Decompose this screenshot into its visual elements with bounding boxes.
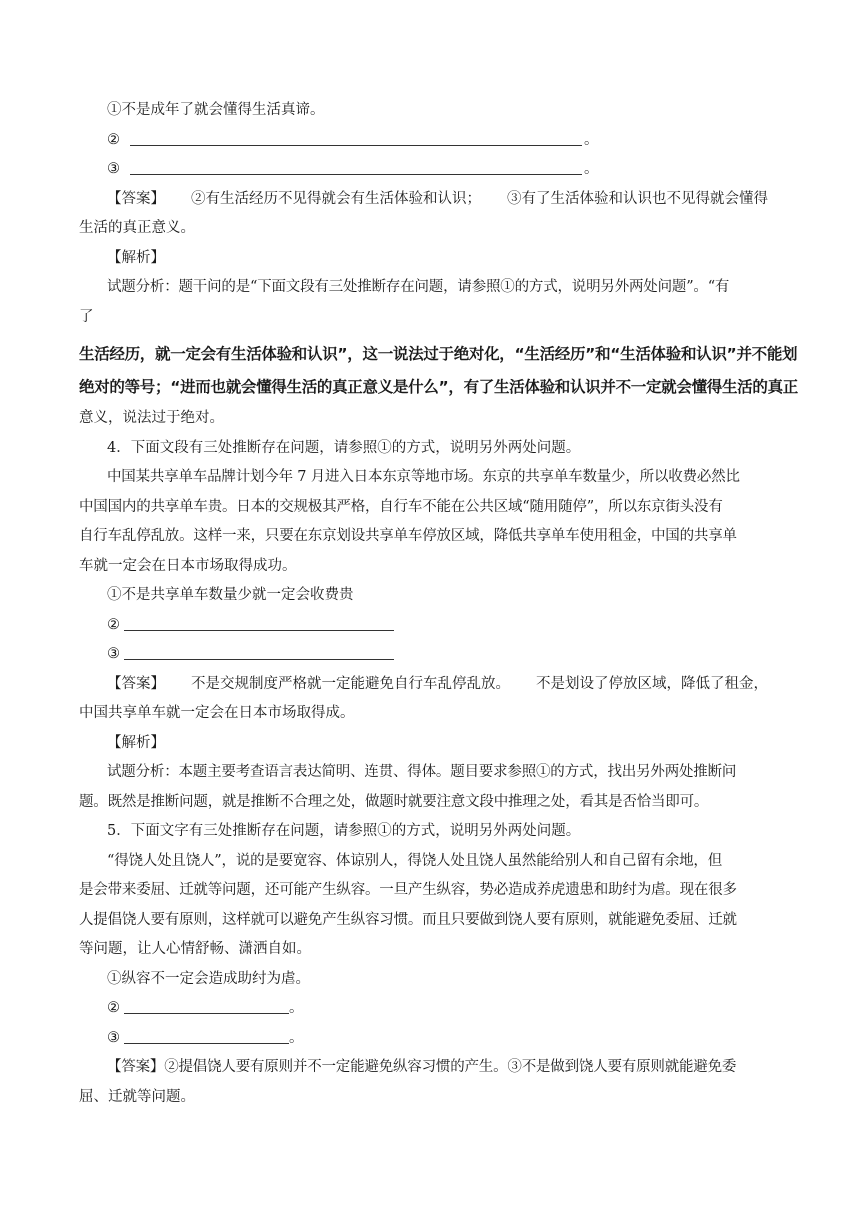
analysis-label: 【解析】 (107, 734, 165, 751)
question-5-passage: 人提倡饶人要有原则，这样就可以避免产生纵容习惯。而且只要做到饶人要有原则，就能避免委屈、迁就 (79, 911, 737, 928)
answer-blank[interactable] (124, 1029, 289, 1044)
item-marker: ② (107, 616, 120, 633)
question-4-passage: 中国国内的共享单车贵。日本的交规极其严格，自行车不能在公共区域“随用随停”，所以东京街头没有 (79, 498, 723, 515)
question-5-passage: 是会带来委屈、迁就等问题，还可能产生纵容。一旦产生纵容，势必造成养虎遗患和助纣为虐。现在很多 (79, 882, 737, 898)
question-4-stem: 4．下面文段有三处推断存在问题，请参照①的方式，说明另外两处问题。 (107, 439, 581, 456)
analysis-bold-text: 绝对的等号；“进而也就会懂得生活的真正意义是什么”，有了生活体验和认识并不一定就会懂得生活的真正 (79, 378, 798, 396)
question-5-stem: 5．下面文字有三处推断存在问题，请参照①的方式，说明另外两处问题。 (107, 823, 581, 839)
answer-blank[interactable] (130, 160, 582, 175)
answer-blank[interactable] (124, 616, 394, 631)
item-marker: ② (107, 1000, 120, 1016)
question-4-passage: 中国某共享单车品牌计划今年 7 月进入日本东京等地市场。东京的共享单车数量少，所以收费必然比 (107, 469, 740, 485)
answer-text: 不是划设了停放区域，降低了租金， (536, 675, 768, 692)
answer-blank[interactable] (130, 131, 582, 146)
q4-blank-item-3 (79, 640, 781, 670)
question-4-passage: 自行车乱停乱放。这样一来，只要在东京划设共享单车停放区域，降低共享单车使用租金，中国的共享单 (79, 528, 737, 544)
q4-answer-line (79, 670, 781, 700)
item-marker: ③ (107, 1029, 120, 1046)
q3-example-item: ①不是成年了就会懂得生活真谛。 (107, 102, 325, 118)
q4-blank-item-2 (79, 611, 781, 641)
analysis-text: 了 (79, 308, 94, 325)
analysis-label: 【解析】 (107, 249, 165, 266)
answer-text: ②有生活经历不见得就会有生活体验和认识； (191, 190, 481, 207)
analysis-text: 试题分析：本题主要考查语言表达简明、连贯、得体。题目要求参照①的方式，找出另外两处推断问 (107, 764, 737, 780)
answer-label: 【答案】 (107, 190, 165, 207)
q3-blank-item-3 (79, 155, 781, 185)
answer-text: 不是交规制度严格就一定能避免自行车乱停乱放。 (191, 675, 510, 692)
question-5-passage: 等问题，让人心情舒畅、潇洒自如。 (79, 941, 311, 957)
analysis-bold-text: 生活经历，就一定会有生活体验和认识”，这一说法过于绝对化，“生活经历”和“生活体验和认识”并不能划 (79, 345, 798, 363)
q4-example-item: ①不是共享单车数量少就一定会收费贵 (107, 587, 354, 603)
item-suffix: 。 (289, 1000, 304, 1016)
answer-label: 【答案】 (107, 675, 165, 692)
item-suffix: 。 (584, 161, 599, 177)
q5-answer-continuation: 屈、迁就等问题。 (79, 1088, 195, 1105)
q4-answer-continuation: 中国共享单车就一定会在日本市场取得成。 (79, 705, 355, 721)
item-marker: ③ (107, 646, 120, 662)
q5-blank-item-3 (79, 1024, 781, 1054)
answer-blank[interactable] (124, 645, 394, 660)
item-suffix: 。 (289, 1029, 304, 1046)
q5-answer-line: 【答案】②提倡饶人要有原则并不一定能避免纵容习惯的产生。③不是做到饶人要有原则就能避免委 (107, 1059, 737, 1075)
q3-blank-item-2 (79, 126, 781, 156)
item-suffix: 。 (584, 131, 599, 148)
question-5-passage: “得饶人处且饶人”，说的是要宽容、体谅别人，得饶人处且饶人虽然能给别人和自己留有余地，但 (107, 852, 723, 869)
analysis-text: 试题分析：题干问的是“下面文段有三处推断存在问题，请参照①的方式，说明另外两处问题”。“有 (107, 279, 730, 295)
question-4-passage: 车就一定会在日本市场取得成功。 (79, 557, 297, 574)
q3-answer-line (79, 185, 781, 215)
document-page (79, 96, 798, 1112)
answer-text: ③有了生活体验和认识也不见得就会懂得 (507, 190, 768, 207)
analysis-text: 题。既然是推断问题，就是推断不合理之处，做题时就要注意文段中推理之处，看其是否恰当即可。 (79, 793, 709, 810)
analysis-text: 意义，说法过于绝对。 (79, 410, 224, 426)
item-marker: ③ (107, 161, 120, 177)
q5-example-item: ①纵容不一定会造成助纣为虐。 (107, 970, 310, 987)
q3-answer-continuation: 生活的真正意义。 (79, 220, 195, 236)
answer-blank[interactable] (124, 999, 289, 1014)
item-marker: ② (107, 131, 120, 148)
q5-blank-item-2 (79, 994, 781, 1024)
